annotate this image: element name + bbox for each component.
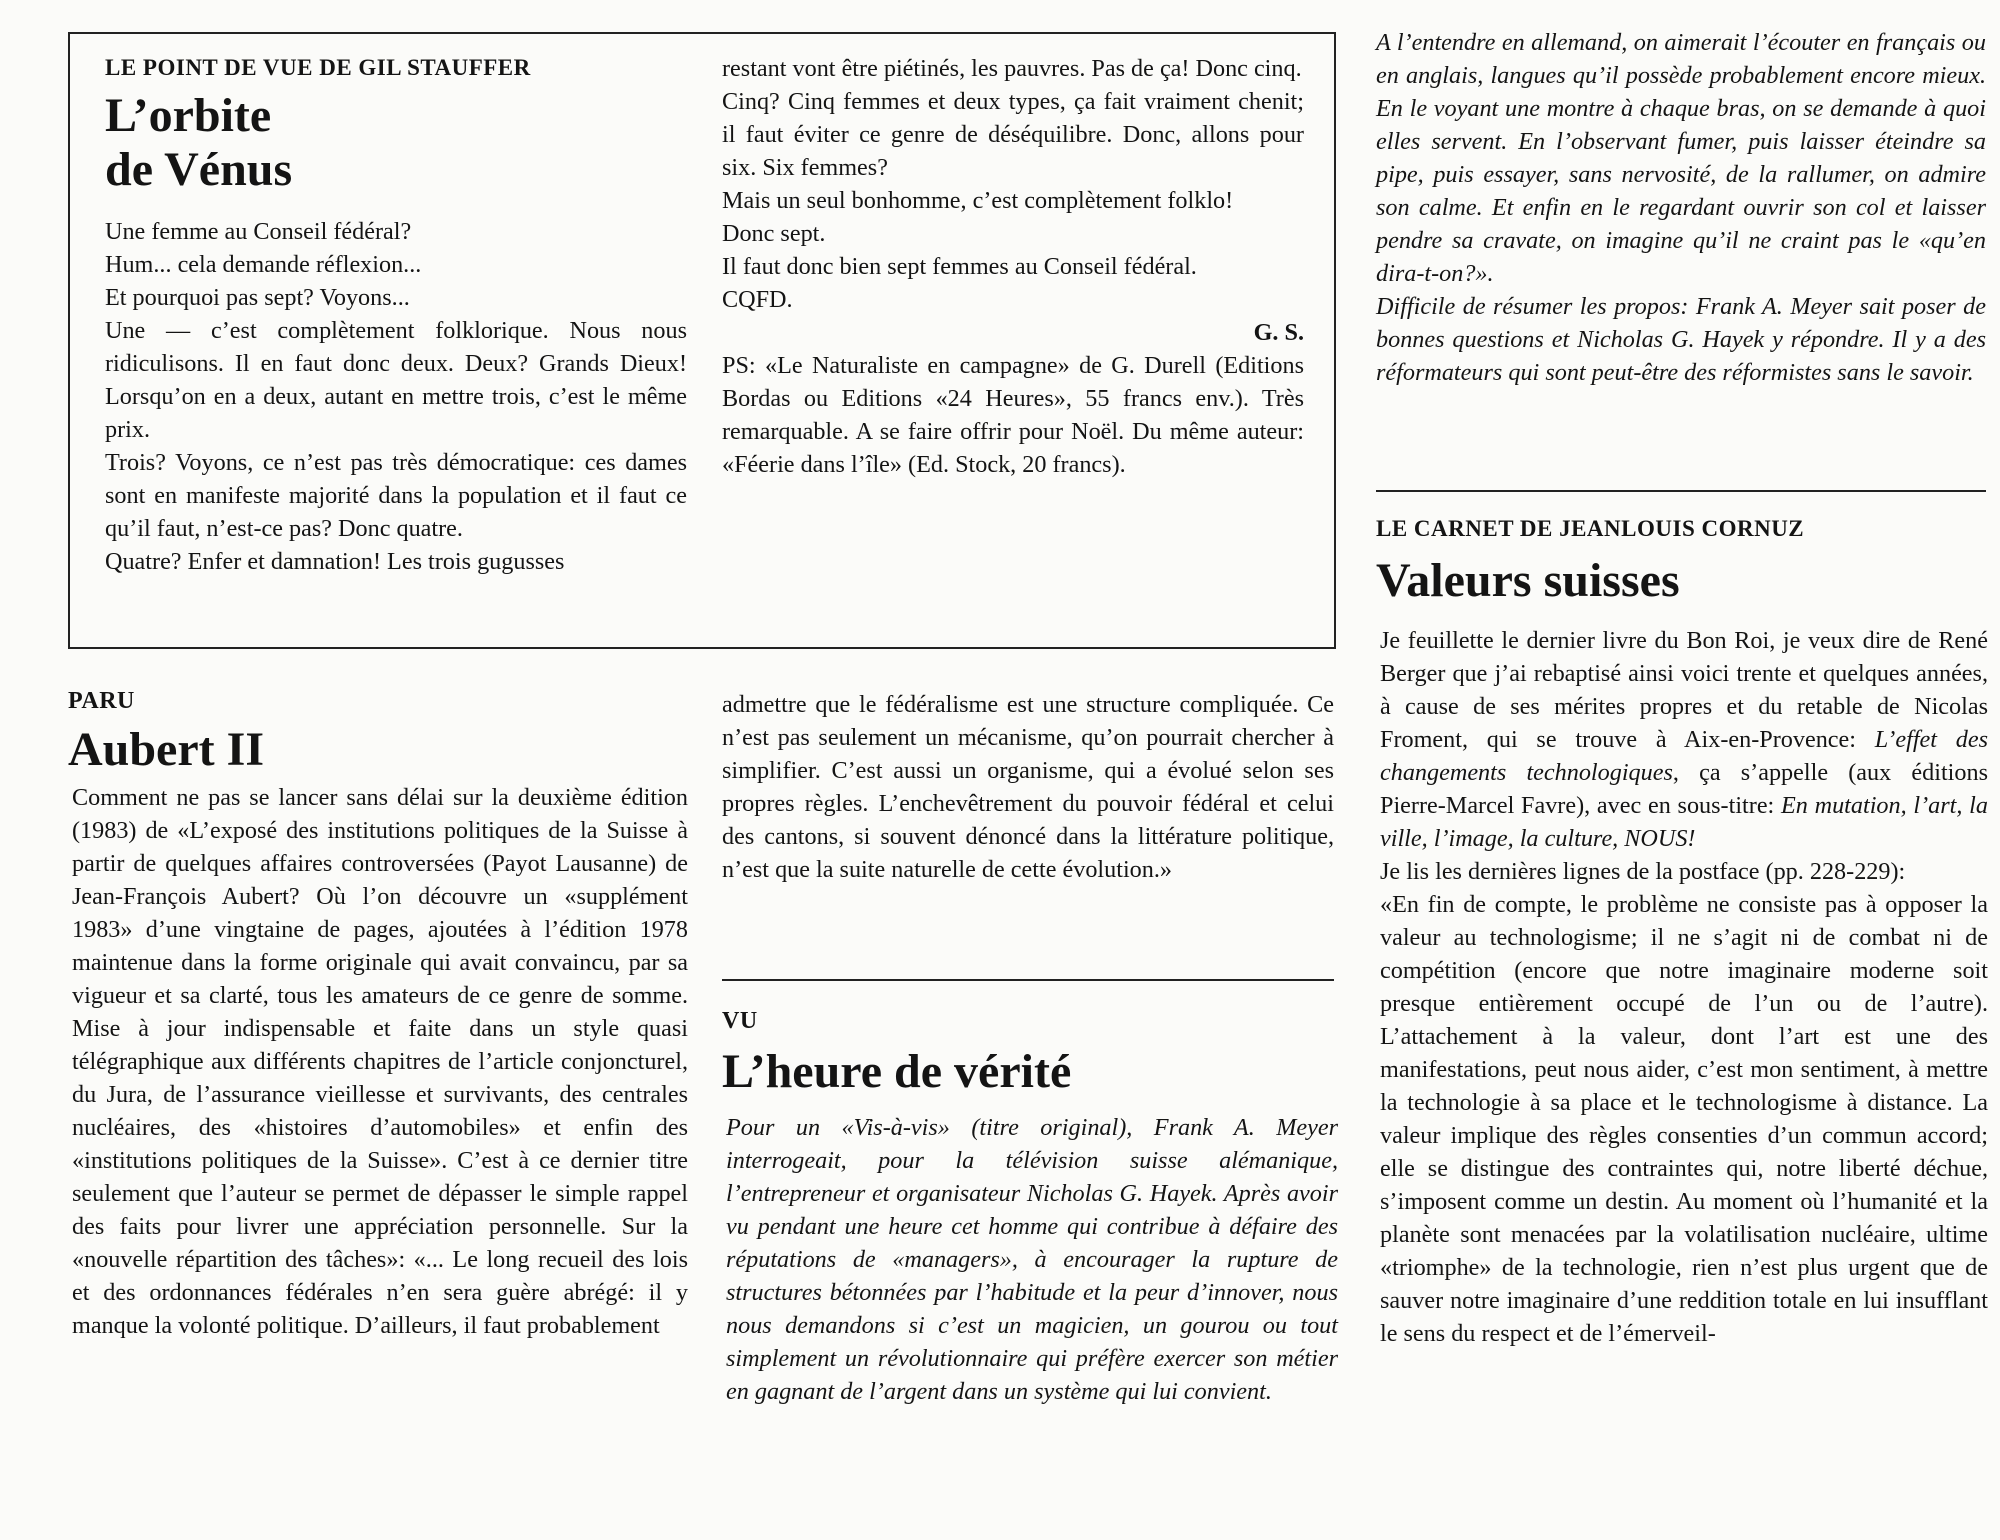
paragraph: Une femme au Conseil fédéral?: [105, 218, 412, 245]
vu-continued-text: [1376, 26, 1986, 389]
divider: [1376, 490, 1986, 492]
vu-continued-column: [1376, 26, 1986, 389]
divider: [722, 979, 1334, 981]
stauffer-col1-text: [105, 215, 687, 578]
carnet-kicker: LE CARNET DE JEANLOUIS CORNUZ: [1376, 516, 1805, 541]
vu-body-text: [722, 1111, 1338, 1408]
paru-kicker: PARU: [68, 688, 135, 714]
text-run: , ça s’appelle (aux éditions Pierre-Marcel Favre), avec en sous-titre:: [1380, 759, 1988, 819]
text-run: Je feuillette le dernier livre du Bon Roi, je veux dire de René Berger que j’ai rebaptisé ainsi voici trente et quelques années, à cause de ses mérites propres et du retable de Nicolas Froment, qui se trouve à Aix-en-Provence:: [1380, 627, 1988, 753]
stauffer-signature: G. S.: [1253, 319, 1304, 346]
paru-col2-text: [722, 688, 1334, 886]
paru-column-2: [722, 688, 1334, 886]
stauffer-title-line1: L’orbite: [105, 89, 272, 142]
paragraph: Trois? Voyons, ce n’est pas très démocratique: ces dames sont en manifeste majorité dans la population et il faut ce qu’il faut, n’est-ce pas? Donc quatre.: [105, 449, 687, 542]
paragraph: Hum... cela demande réflexion...: [105, 251, 422, 278]
book-title: L’effet des changements technologiques: [1380, 726, 1988, 786]
stauffer-kicker: LE POINT DE VUE DE GIL STAUFFER: [105, 55, 531, 80]
paragraph: Donc sept.: [722, 220, 826, 247]
paragraph: restant vont être piétinés, les pauvres. Pas de ça! Donc cinq.: [722, 55, 1302, 82]
paragraph: Difficile de résumer les propos: Frank A. Meyer sait poser de bonnes questions et Nicholas G. Hayek y répondre. Il y a des réformateurs qui sont peut-être des réformistes sans le savoir.: [1376, 293, 1986, 386]
carnet-title: Valeurs suisses: [1376, 554, 1680, 607]
paragraph: Cinq? Cinq femmes et deux types, ça fait vraiment chenit; il faut éviter ce genre de déséquilibre. Donc, allons pour six. Six femmes?: [722, 88, 1304, 181]
paragraph: Comment ne pas se lancer sans délai sur la deuxième édition (1983) de «L’exposé des institutions politiques de la Suisse à partir de quelques affaires controversées (Payot Lausanne) de Jean-François Aubert? Où l’on découvre un «supplément 1983» d’une vingtaine de pages, ajoutées à l’édition 1978 maintenue dans la forme originale qui avait convaincu, par sa vigueur et sa clarté, tous les amateurs de ce genre de somme. Mise à jour indispensable et faite dans un style quasi télégraphique aux différents chapitres de l’article conjoncturel, du Jura, de l’assurance vieillesse et survivants, des centrales nucléaires, des «histoires d’automobiles» et enfin des «institutions politiques de la Suisse». C’est à ce dernier titre seulement que l’auteur se permet de dépasser le simple rappel des faits pour livrer une appréciation personnelle. Sur la «nouvelle répartition des tâches»: «... Le long recueil des lois et des ordonnances fédérales n’en sera guère abrégé: il y manque la volonté politique. D’ailleurs, il faut probablement: [72, 784, 688, 1339]
stauffer-column-1: [105, 55, 687, 578]
paragraph: Je lis les dernières lignes de la postface (pp. 228-229):: [1380, 858, 1906, 885]
paragraph: Il faut donc bien sept femmes au Conseil fédéral.: [722, 253, 1197, 280]
paragraph: admettre que le fédéralisme est une structure compliquée. Ce n’est pas seulement un mécanisme, qu’on pourrait chercher à simplifier. C’est aussi un organisme, qui a évolué selon ses propres règles. L’enchevêtrement du pouvoir fédéral et celui des cantons, si souvent dénoncé dans la littérature politique, n’est que la suite naturelle de cette évolution.»: [722, 691, 1334, 883]
paragraph: Et pourquoi pas sept? Voyons...: [105, 284, 410, 311]
vu-title: L’heure de vérité: [722, 1045, 1072, 1098]
paragraph: «En fin de compte, le problème ne consiste pas à opposer la valeur au technologisme; il ne s’agit ni de combat ni de compétition (encore que notre imaginaire moderne soit presque entièrement occupé de l’un ou de l’autre). L’attachement à la valeur, dont l’art est une des manifestations, peut nous aider, c’est mon sentiment, à mettre la technologie à sa place et le technologisme à distance. La valeur implique des règles consenties d’un commun accord; elle se distingue des contraintes qui, notre liberté déchue, s’imposent comme un destin. Au moment où l’humanité et la planète sont menacées par la volatilisation nucléaire, ultime «triomphe» de la technologie, rien n’est plus urgent que de sauver notre imaginaire d’une reddition totale en lui insufflant le sens du respect et de l’émerveil-: [1380, 891, 1988, 1347]
paragraph: Quatre? Enfer et damnation! Les trois gugusses: [105, 548, 565, 575]
paragraph: Mais un seul bonhomme, c’est complètement folklo!: [722, 187, 1234, 214]
vu-column: [722, 1008, 1338, 1408]
paragraph: A l’entendre en allemand, on aimerait l’écouter en français ou en anglais, langues qu’il possède probablement encore mieux. En le voyant une montre à chaque bras, on se demande à quoi elles servent. En l’observant fumer, puis laisser éteindre sa pipe, puis essayer, sans nervosité, de la rallumer, on admire son calme. Et enfin en le regardant ouvrir son col et laisser pendre sa cravate, on imagine qu’il ne craint pas le «qu’en dira-t-on?».: [1376, 29, 1986, 287]
paragraph: CQFD.: [722, 286, 793, 313]
vu-kicker: VU: [722, 1008, 758, 1034]
stauffer-ps: PS: «Le Naturaliste en campagne» de G. Durell (Editions Bordas ou Editions «24 Heures», 55 francs env.). Très remarquable. A se faire offrir pour Noël. Du même auteur: «Féerie dans l’île» (Ed. Stock, 20 francs).: [722, 352, 1304, 478]
paragraph: Pour un «Vis-à-vis» (titre original), Frank A. Meyer interrogeait, pour la télévision suisse alémanique, l’entrepreneur et organisateur Nicholas G. Hayek. Après avoir vu pendant une heure cet homme qui contribue à défaire des réputations de «managers», à encourager la rupture de structures bétonnées par l’habitude et la peur d’innover, nous nous demandons si c’est un magicien, un gourou ou tout simplement un révolutionnaire qui préfère exercer son métier en gagnant de l’argent dans un système qui lui convient.: [726, 1114, 1338, 1405]
stauffer-title-line2: de Vénus: [105, 143, 293, 196]
carnet-body-text: [1376, 624, 1988, 1350]
stauffer-col2-text: [722, 52, 1304, 481]
paru-title: Aubert II: [68, 723, 265, 776]
book-subtitle: En mutation, l’art, la ville, l’image, la culture, NOUS!: [1380, 792, 1988, 852]
stauffer-column-2: [722, 52, 1304, 481]
paru-column-1: [68, 688, 688, 1342]
paru-col1-text: [68, 781, 688, 1342]
paragraph: [1380, 624, 1988, 855]
paragraph: Une — c’est complètement folklorique. Nous nous ridiculisons. Il en faut donc deux. Deux? Grands Dieux! Lorsqu’on en a deux, autant en mettre trois, c’est le même prix.: [105, 317, 687, 443]
stauffer-title: [105, 89, 687, 197]
carnet-column: [1376, 516, 1988, 1350]
